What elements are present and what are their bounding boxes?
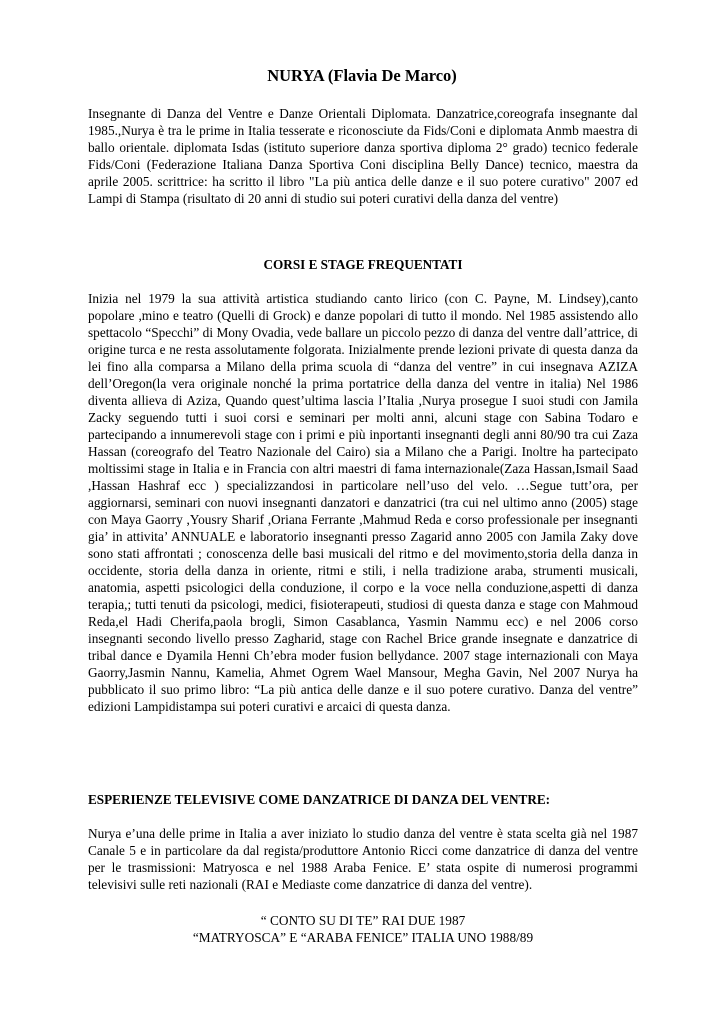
courses-heading: CORSI E STAGE FREQUENTATI	[263, 257, 463, 272]
courses-paragraph: Inizia nel 1979 la sua attività artistica studiando canto lirico (con C. Payne, M. Lindsey),canto popolare ,mino e teatro (Quelli di Grock) e danze popolari di tutto il mondo. Nel 1985 assistendo allo spettacolo “Specchi” di Mony Ovadia, vede ballare un piccolo pezzo di danza del ventre dall’attrice, di origine turca e ne resta assolutamente folgorata. Inizialmente prende lezioni private di questa danza da lei fino alla comparsa a Milano della prima scuola di “danza del ventre” in cui insegnava AZIZA dell’Oregon(la vera originale nonché la prima portatrice della danza del ventre in italia) Nel 1986 diventa allieva di Aziza, Quando quest’ultima lascia l’Italia ,Nurya prosegue I suoi studi con Jamila Zacky seguendo tutti i suoi corsi e seminari per molti anni, alcuni stage con Sabina Todaro e partecipando a innumerevoli stage con i primi e più inportanti insegnanti degli anni 80/90 tra cui Zaza Hassan (coreografo del Teatro Nazionale del Cairo) sia a Milano che a Parigi. Inoltre ha partecipato moltissimi stage in Italia e in Francia con altri maestri di fama internazionale(Zaza Hassan,Ismail Saad ,Hassan Hashraf ecc ) specializzandosi in particolare nell’uso del velo. …Segue tutt’ora, per aggiornarsi, seminari con nuovi insegnanti danzatori e danzatrici (tra cui nel ultimo anno (2005) stage con Maya Gaorry ,Yousry Sharif ,Oriana Ferrante ,Mahmud Reda e corso professionale per insegnanti gia’ in attivita’ ANNUALE e laboratorio insegnanti presso Zagarid anno 2005 con Jamila Zaky dove sono stati affrontati ; conoscenza delle basi musicali del ritmo e del movimento,storia della danza in occidente, storia della danza in oriente, ritmi e stili, i nella tradizione araba, strumenti musicali, anatomia, aspetti psicologici della conduzione, il corpo e la voce nella conduzione,aspetti di danza terapia,; tutti tenuti da psicologi, medici, fisioterapeuti, studiosi di questa danza e stage con Mahmoud Reda,el Hadi Cherifa,paola brogli, Simon Casablanca, Yasmin Nammu ecc) e nel 2006 corso insegnanti secondo livello presso Zagharid, stage con Rachel Brice grande insegnate e danzatrice di tribal dance e Dyamila Henni Ch’ebra moder fusion bellydance. 2007 stage internazionali con Maya Gaorry,Jasmin Nannu, Kamelia, Ahmet Ogrem Wael Mansour, Megha Gavin, Nel 2007 Nurya ha pubblicato il suo primo libro: “La più antica delle danze e il suo potere curativo. Danza del ventre” edizioni Lampidistampa sui poteri curativi e arcaici di questa danza.	[88, 291, 638, 714]
tv-experience-paragraph: Nurya e’una delle prime in Italia a aver iniziato lo studio danza del ventre è stata scelta già nel 1987 Canale 5 e in particolare da dal regista/produttore Antonio Ricci come danzatrice di danza del ventre per le trasmissioni: Matryosca e nel 1988 Araba Fenice. E’ stata ospite di numerosi programmi televisivi sulle reti nazionali (RAI e Mediaste come danzatrice di danza del ventre).	[88, 826, 638, 892]
tv-credit-line: “MATRYOSCA” E “ARABA FENICE” ITALIA UNO 1988/89	[192, 930, 534, 945]
tv-experience-heading: ESPERIENZE TELEVISIVE COME DANZATRICE DI DANZA DEL VENTRE:	[88, 792, 551, 807]
intro-paragraph: Insegnante di Danza del Ventre e Danze Orientali Diplomata. Danzatrice,coreografa insegnante dal 1985.,Nurya è tra le prime in Italia tesserate e riconosciute da Fids/Coni e diplomata Anmb maestra di ballo orientale. diplomata Isdas (istituto superiore danza sportiva diploma 2° grado) tecnico federale Fids/Coni (Federazione Italiana Danza Sportiva Coni disciplina Belly Dance) tecnico, maestra da aprile 2005. scrittrice: ha scritto il libro "La più antica delle danze e il suo potere curativo" 2007 ed Lampi di Stampa (risultato di 20 anni di studio sui poteri curativi della danza del ventre)	[88, 106, 638, 206]
page-title: NURYA (Flavia De Marco)	[267, 66, 457, 85]
tv-credit-line: “ CONTO SU DI TE” RAI DUE 1987	[260, 913, 466, 928]
tv-credits	[88, 912, 638, 946]
